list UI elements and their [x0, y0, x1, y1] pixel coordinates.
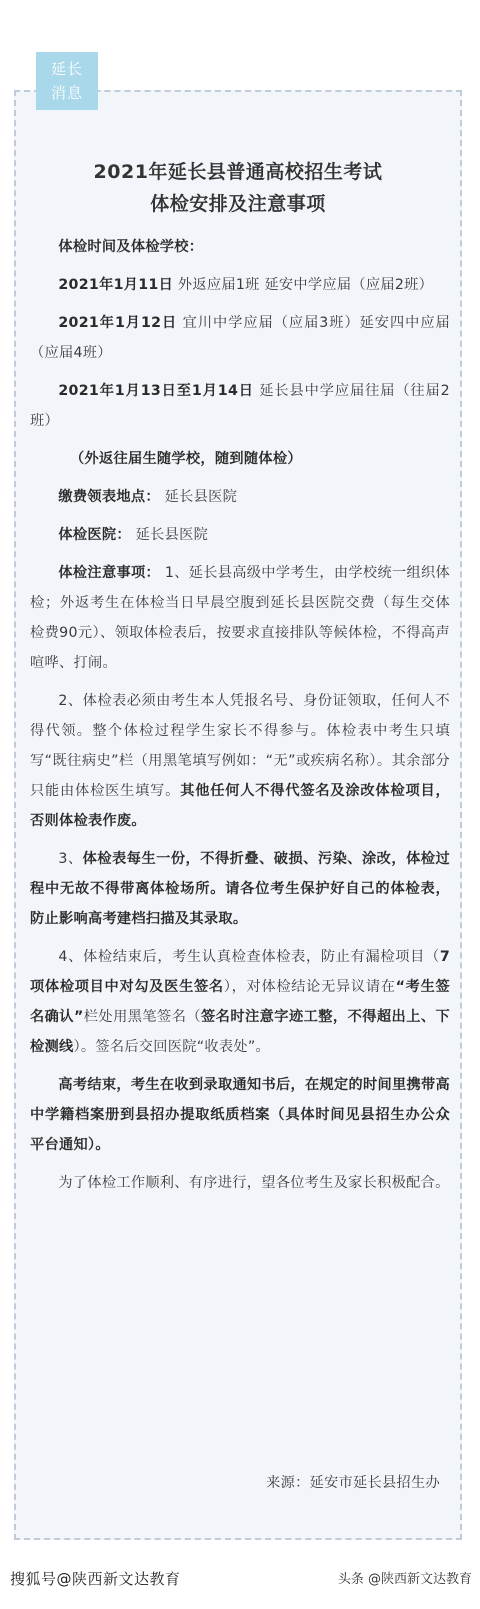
schedule-text: 外返应届1班 延安中学应届（应届2班） [173, 277, 434, 293]
exam-hospital: 体检医院： 延长县医院 [58, 527, 209, 543]
schedule-item-1 [30, 270, 450, 300]
schedule-text: 延长县中学应届往届（往届2班） [30, 383, 450, 429]
fee-location: 缴费领表地点： 延长县医院 [58, 489, 238, 505]
page-title-line-2: 体检安排及注意事项 [150, 193, 326, 215]
notice-item-1: 体检注意事项： 1、延长县高级中学考生，由学校统一组织体检；外返考生在体检当日早晨空腹到延长县医院交费（每生交体检费90元）、领取体检表后，按要求直接排队等候体检，不得高声喧哗、打闹。 [30, 565, 450, 671]
notice-item-3: 3、体检表每生一份，不得折叠、破损、污染、涂改，体检过程中无故不得带离体检场所。请各位考生保护好自己的体检表，防止影响高考建档扫描及其录取。 [30, 851, 450, 927]
notice-body [30, 232, 450, 1206]
toutiao-watermark: 头条 @陕西新文达教育 [337, 1572, 472, 1587]
closing-remark: 为了体检工作顺利、有序进行，望各位考生及家长积极配合。 [58, 1175, 450, 1191]
schedule-date: 2021年1月12日 [58, 315, 178, 331]
schedule-date: 2021年1月13日至1月14日 [58, 383, 254, 399]
badge-line-2: 消息 [50, 84, 83, 102]
badge-line-1: 延长 [50, 60, 83, 78]
source-line: 来源：延安市延长县招生办 [266, 1475, 440, 1491]
archive-notice: 高考结束，考生在收到录取通知书后，在规定的时间里携带高中学籍档案册到县招办提取纸质档案（具体时间见县招生办公众平台通知）。 [30, 1077, 450, 1153]
notice-item-4: 4、体检结束后，考生认真检查体检表，防止有漏检项目（7项体检项目中对勾及医生签名），对体检结论无异议请在“考生签名确认”栏处用黑笔签名（签名时注意字迹工整，不得超出上、下检测线）。签名后交回医院“收表处”。 [30, 949, 450, 1055]
schedule-date: 2021年1月11日 [58, 277, 174, 293]
notice-item-2: 2、体检表必须由考生本人凭报名号、身份证领取，任何人不得代领。整个体检过程学生家长不得参与。体检表中考生只填写“既往病史”栏（用黑笔填写例如：“无”或疾病名称）。其余部分只能由体检医生填写。其他任何人不得代签名及涂改体检项目，否则体检表作废。 [30, 693, 450, 829]
sohu-watermark: 搜狐号@陕西新文达教育 [10, 1570, 181, 1588]
schedule-item-2 [30, 308, 450, 368]
returning-students-note: （外返往届生随学校，随到随体检） [70, 451, 302, 467]
schedule-text: 宜川中学应届（应届3班）延安四中应届（应届4班） [30, 315, 450, 361]
yanchang-news-badge [36, 52, 98, 110]
page-title-line-1: 2021年延长县普通高校招生考试 [93, 161, 383, 183]
schedule-item-3 [30, 376, 450, 436]
schedule-heading: 体检时间及体检学校： [58, 239, 204, 255]
